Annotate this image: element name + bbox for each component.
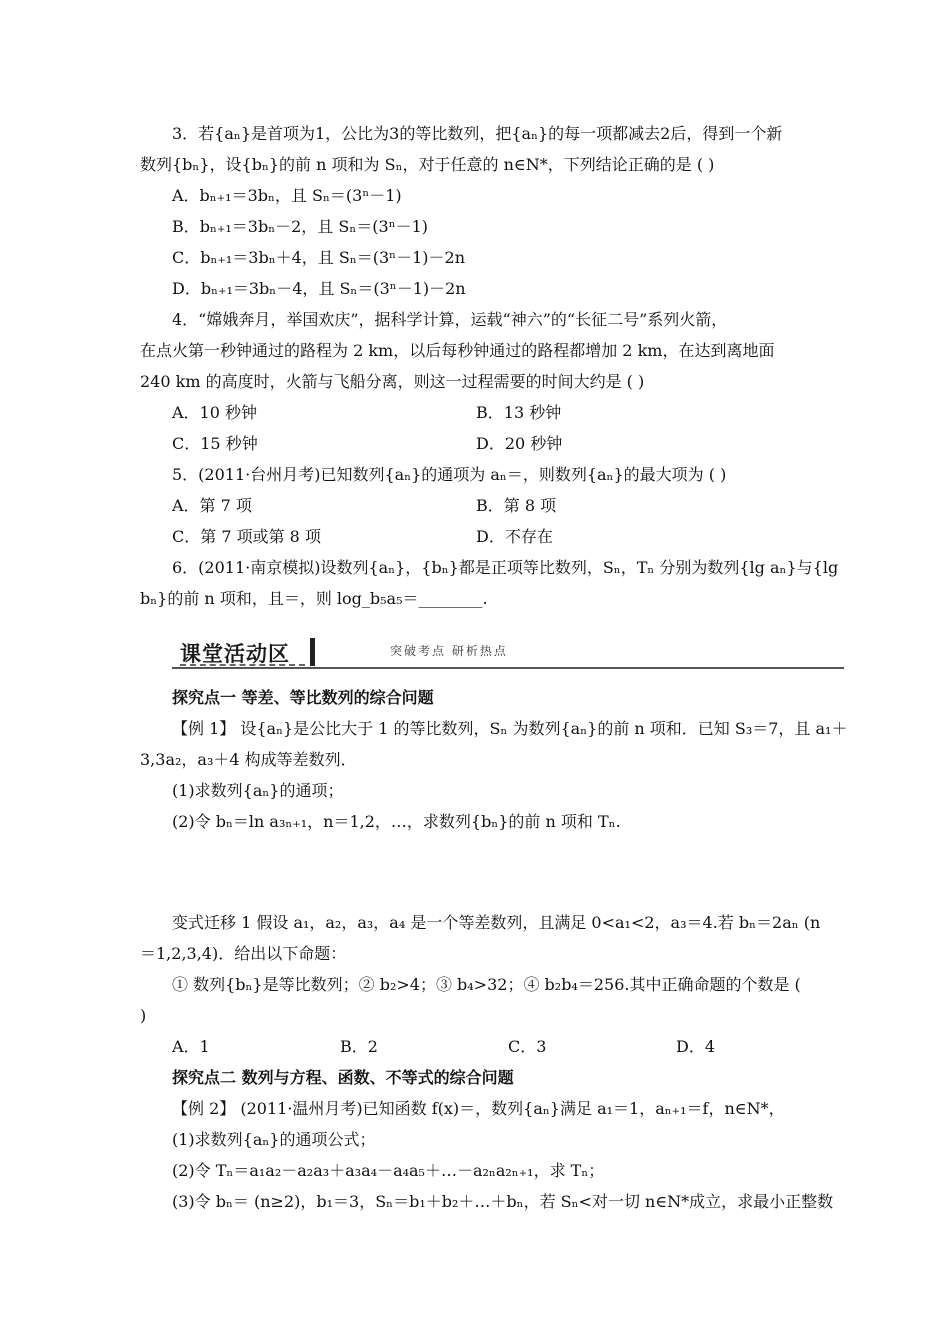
text-line: 4．“嫦娥奔月，举国欢庆”，据科学计算，运载“神六”的“长征二号”系列火箭， <box>172 310 728 329</box>
text-line: (2)令 bₙ＝ln a₃ₙ₊₁，n＝1,2，…，求数列{bₙ}的前 n 项和 Tₙ. <box>172 812 621 831</box>
section-banner <box>172 636 844 670</box>
text-line: (3)令 bₙ＝ (n≥2)，b₁＝3，Sₙ＝b₁＋b₂＋…＋bₙ，若 Sₙ<对一切 n∈N*成立，求最小正整数 <box>172 1192 834 1211</box>
banner-subtitle: 突破考点 研析热点 <box>390 644 508 658</box>
text-line: (1)求数列{aₙ}的通项； <box>172 781 344 800</box>
text-line: 【例 1】 设{aₙ}是公比大于 1 的等比数列，Sₙ 为数列{aₙ}的前 n 项和．已知 S₃＝7，且 a₁＋ <box>172 719 848 738</box>
text-line: B．第 8 项 <box>476 496 557 515</box>
text-line: 数列{bₙ}，设{bₙ}的前 n 项和为 Sₙ，对于任意的 n∈N*，下列结论正确的是 ( ) <box>140 155 715 174</box>
text-line: B．bₙ₊₁＝3bₙ－2，且 Sₙ＝(3ⁿ－1) <box>172 217 429 236</box>
text-line: (2)令 Tₙ＝a₁a₂－a₂a₃＋a₃a₄－a₄a₅＋…－a₂ₙa₂ₙ₊₁，求 Tₙ； <box>172 1161 605 1180</box>
text-line: 探究点二 数列与方程、函数、不等式的综合问题 <box>172 1068 514 1087</box>
text-line: bₙ}的前 n 项和，且＝，则 log_b₅a₅＝________. <box>140 589 488 608</box>
text-line: D．20 秒钟 <box>476 434 563 453</box>
banner-rule <box>172 667 844 669</box>
text-line: 探究点一 等差、等比数列的综合问题 <box>172 688 434 707</box>
text-line: D．bₙ₊₁＝3bₙ－4，且 Sₙ＝(3ⁿ－1)－2n <box>172 279 466 298</box>
text-line: 在点火第一秒钟通过的路程为 2 km，以后每秒钟通过的路程都增加 2 km，在达到离地面 <box>140 341 775 360</box>
text-line: 6．(2011·南京模拟)设数列{aₙ}，{bₙ}都是正项等比数列，Sₙ，Tₙ 分别为数列{lg aₙ}与{lg <box>172 558 839 577</box>
text-line: ) <box>140 1006 147 1025</box>
text-line: ＝1,2,3,4)．给出以下命题： <box>140 944 347 963</box>
text-line: A．bₙ₊₁＝3bₙ，且 Sₙ＝(3ⁿ－1) <box>172 186 402 205</box>
banner-title: 课堂活动区 <box>180 642 290 666</box>
text-line: C．bₙ₊₁＝3bₙ＋4，且 Sₙ＝(3ⁿ－1)－2n <box>172 248 466 267</box>
text-line: D．4 <box>676 1037 716 1056</box>
text-line: ① 数列{bₙ}是等比数列；② b₂>4；③ b₄>32；④ b₂b₄＝256.其中正确命题的个数是 ( <box>172 975 801 994</box>
text-line: 【例 2】 (2011·温州月考)已知函数 f(x)＝，数列{aₙ}满足 a₁＝1，aₙ₊₁＝f，n∈N*， <box>172 1099 785 1118</box>
text-line: D．不存在 <box>476 527 553 546</box>
text-line: B．2 <box>340 1037 378 1056</box>
text-line: 3．若{aₙ}是首项为1，公比为3的等比数列，把{aₙ}的每一项都减去2后，得到一个新 <box>172 124 783 143</box>
text-line: A．10 秒钟 <box>172 403 258 422</box>
banner-dash-line <box>180 664 305 666</box>
text-line: A．第 7 项 <box>172 496 252 515</box>
text-line: (1)求数列{aₙ}的通项公式； <box>172 1130 376 1149</box>
text-line: 3,3a₂，a₃＋4 构成等差数列． <box>140 750 357 769</box>
text-line: 240 km 的高度时，火箭与飞船分离，则这一过程需要的时间大约是 ( ) <box>140 372 645 391</box>
text-line: A．1 <box>172 1037 210 1056</box>
text-line: C．第 7 项或第 8 项 <box>172 527 321 546</box>
text-line: 变式迁移 1 假设 a₁，a₂，a₃，a₄ 是一个等差数列，且满足 0<a₁<2，a₃＝4.若 bₙ＝2aₙ (n <box>172 913 821 932</box>
banner-separator-bar <box>310 638 315 666</box>
text-line: 5．(2011·台州月考)已知数列{aₙ}的通项为 aₙ＝，则数列{aₙ}的最大项为 ( ) <box>172 465 727 484</box>
text-line: C．3 <box>508 1037 547 1056</box>
text-line: B．13 秒钟 <box>476 403 562 422</box>
banner-title-box <box>172 636 310 666</box>
text-line: C．15 秒钟 <box>172 434 258 453</box>
